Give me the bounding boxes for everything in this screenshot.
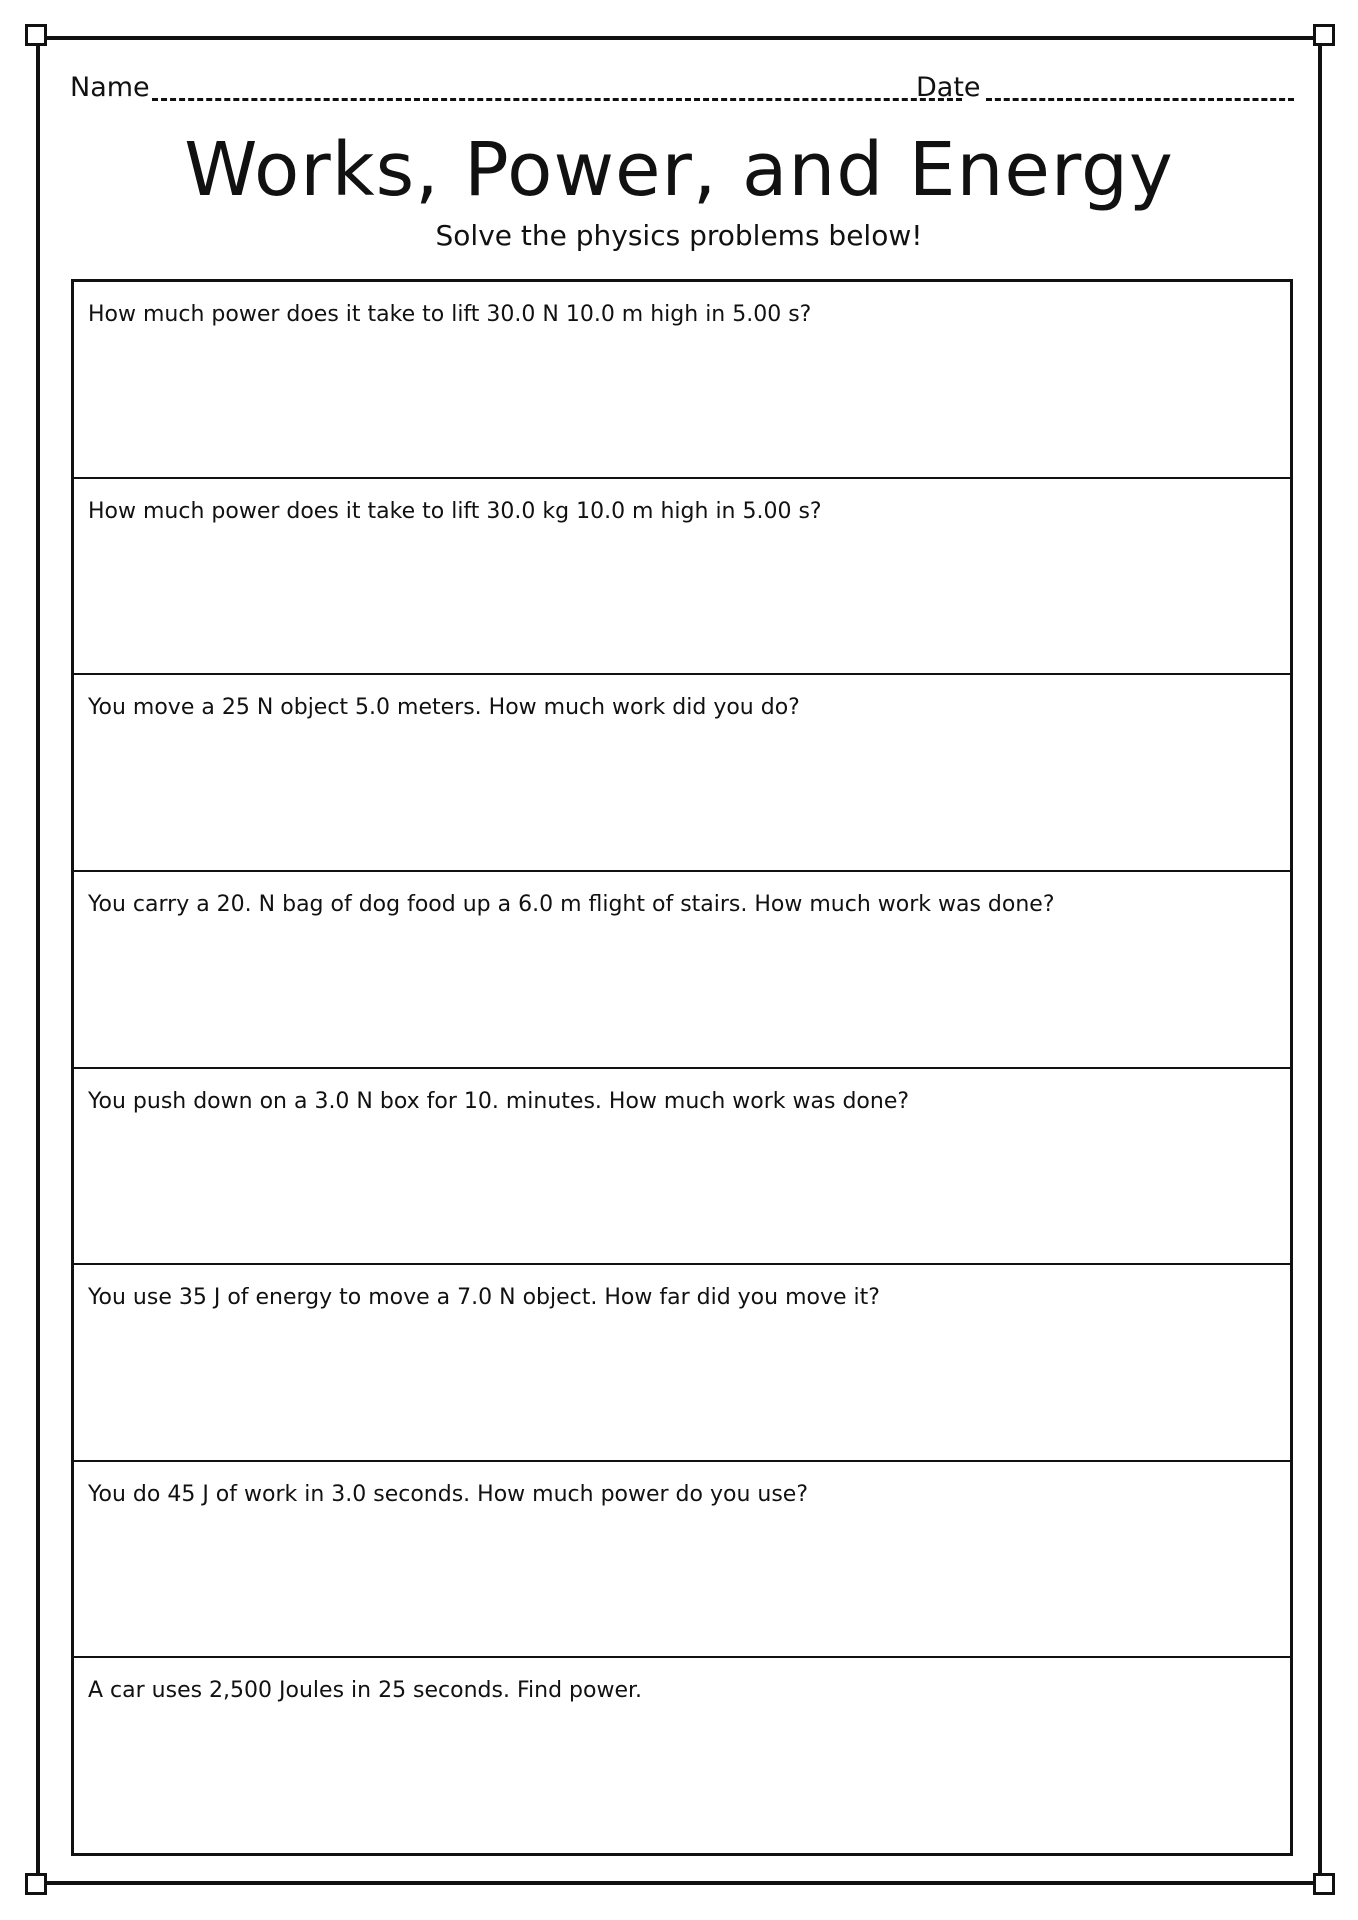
problems-table <box>71 279 1293 1856</box>
corner-square-bottom-right <box>1313 1873 1335 1895</box>
header-row <box>70 68 1294 108</box>
problem-box-7[interactable] <box>74 1462 1290 1659</box>
problem-box-8[interactable] <box>74 1658 1290 1853</box>
name-label: Name <box>70 72 150 103</box>
problem-box-6[interactable] <box>74 1265 1290 1462</box>
problem-text: How much power does it take to lift 30.0 N 10.0 m high in 5.00 s? <box>88 302 812 327</box>
problem-box-4[interactable] <box>74 872 1290 1069</box>
problem-box-5[interactable] <box>74 1069 1290 1266</box>
page-title: Works, Power, and Energy <box>184 127 1174 213</box>
name-field[interactable] <box>152 98 962 101</box>
problem-text: A car uses 2,500 Joules in 25 seconds. Find power. <box>88 1678 643 1704</box>
problem-text: You use 35 J of energy to move a 7.0 N object. How far did you move it? <box>88 1285 880 1311</box>
problem-box-2[interactable] <box>74 479 1290 676</box>
problem-box-1[interactable] <box>74 282 1290 479</box>
problem-box-3[interactable] <box>74 675 1290 872</box>
date-label: Date <box>916 72 981 103</box>
problem-text: You push down on a 3.0 N box for 10. minutes. How much work was done? <box>88 1088 910 1114</box>
problem-text: You move a 25 N object 5.0 meters. How much work did you do? <box>88 695 800 721</box>
problem-text: How much power does it take to lift 30.0 kg 10.0 m high in 5.00 s? <box>88 498 822 524</box>
corner-square-top-right <box>1313 24 1335 46</box>
page-subtitle: Solve the physics problems below! <box>435 219 923 252</box>
date-field[interactable] <box>986 98 1294 101</box>
problem-text: You do 45 J of work in 3.0 seconds. How much power do you use? <box>88 1481 809 1507</box>
corner-square-bottom-left <box>25 1873 47 1895</box>
problem-text: You carry a 20. N bag of dog food up a 6.0 m flight of stairs. How much work was done? <box>88 891 1055 917</box>
corner-square-top-left <box>25 24 47 46</box>
